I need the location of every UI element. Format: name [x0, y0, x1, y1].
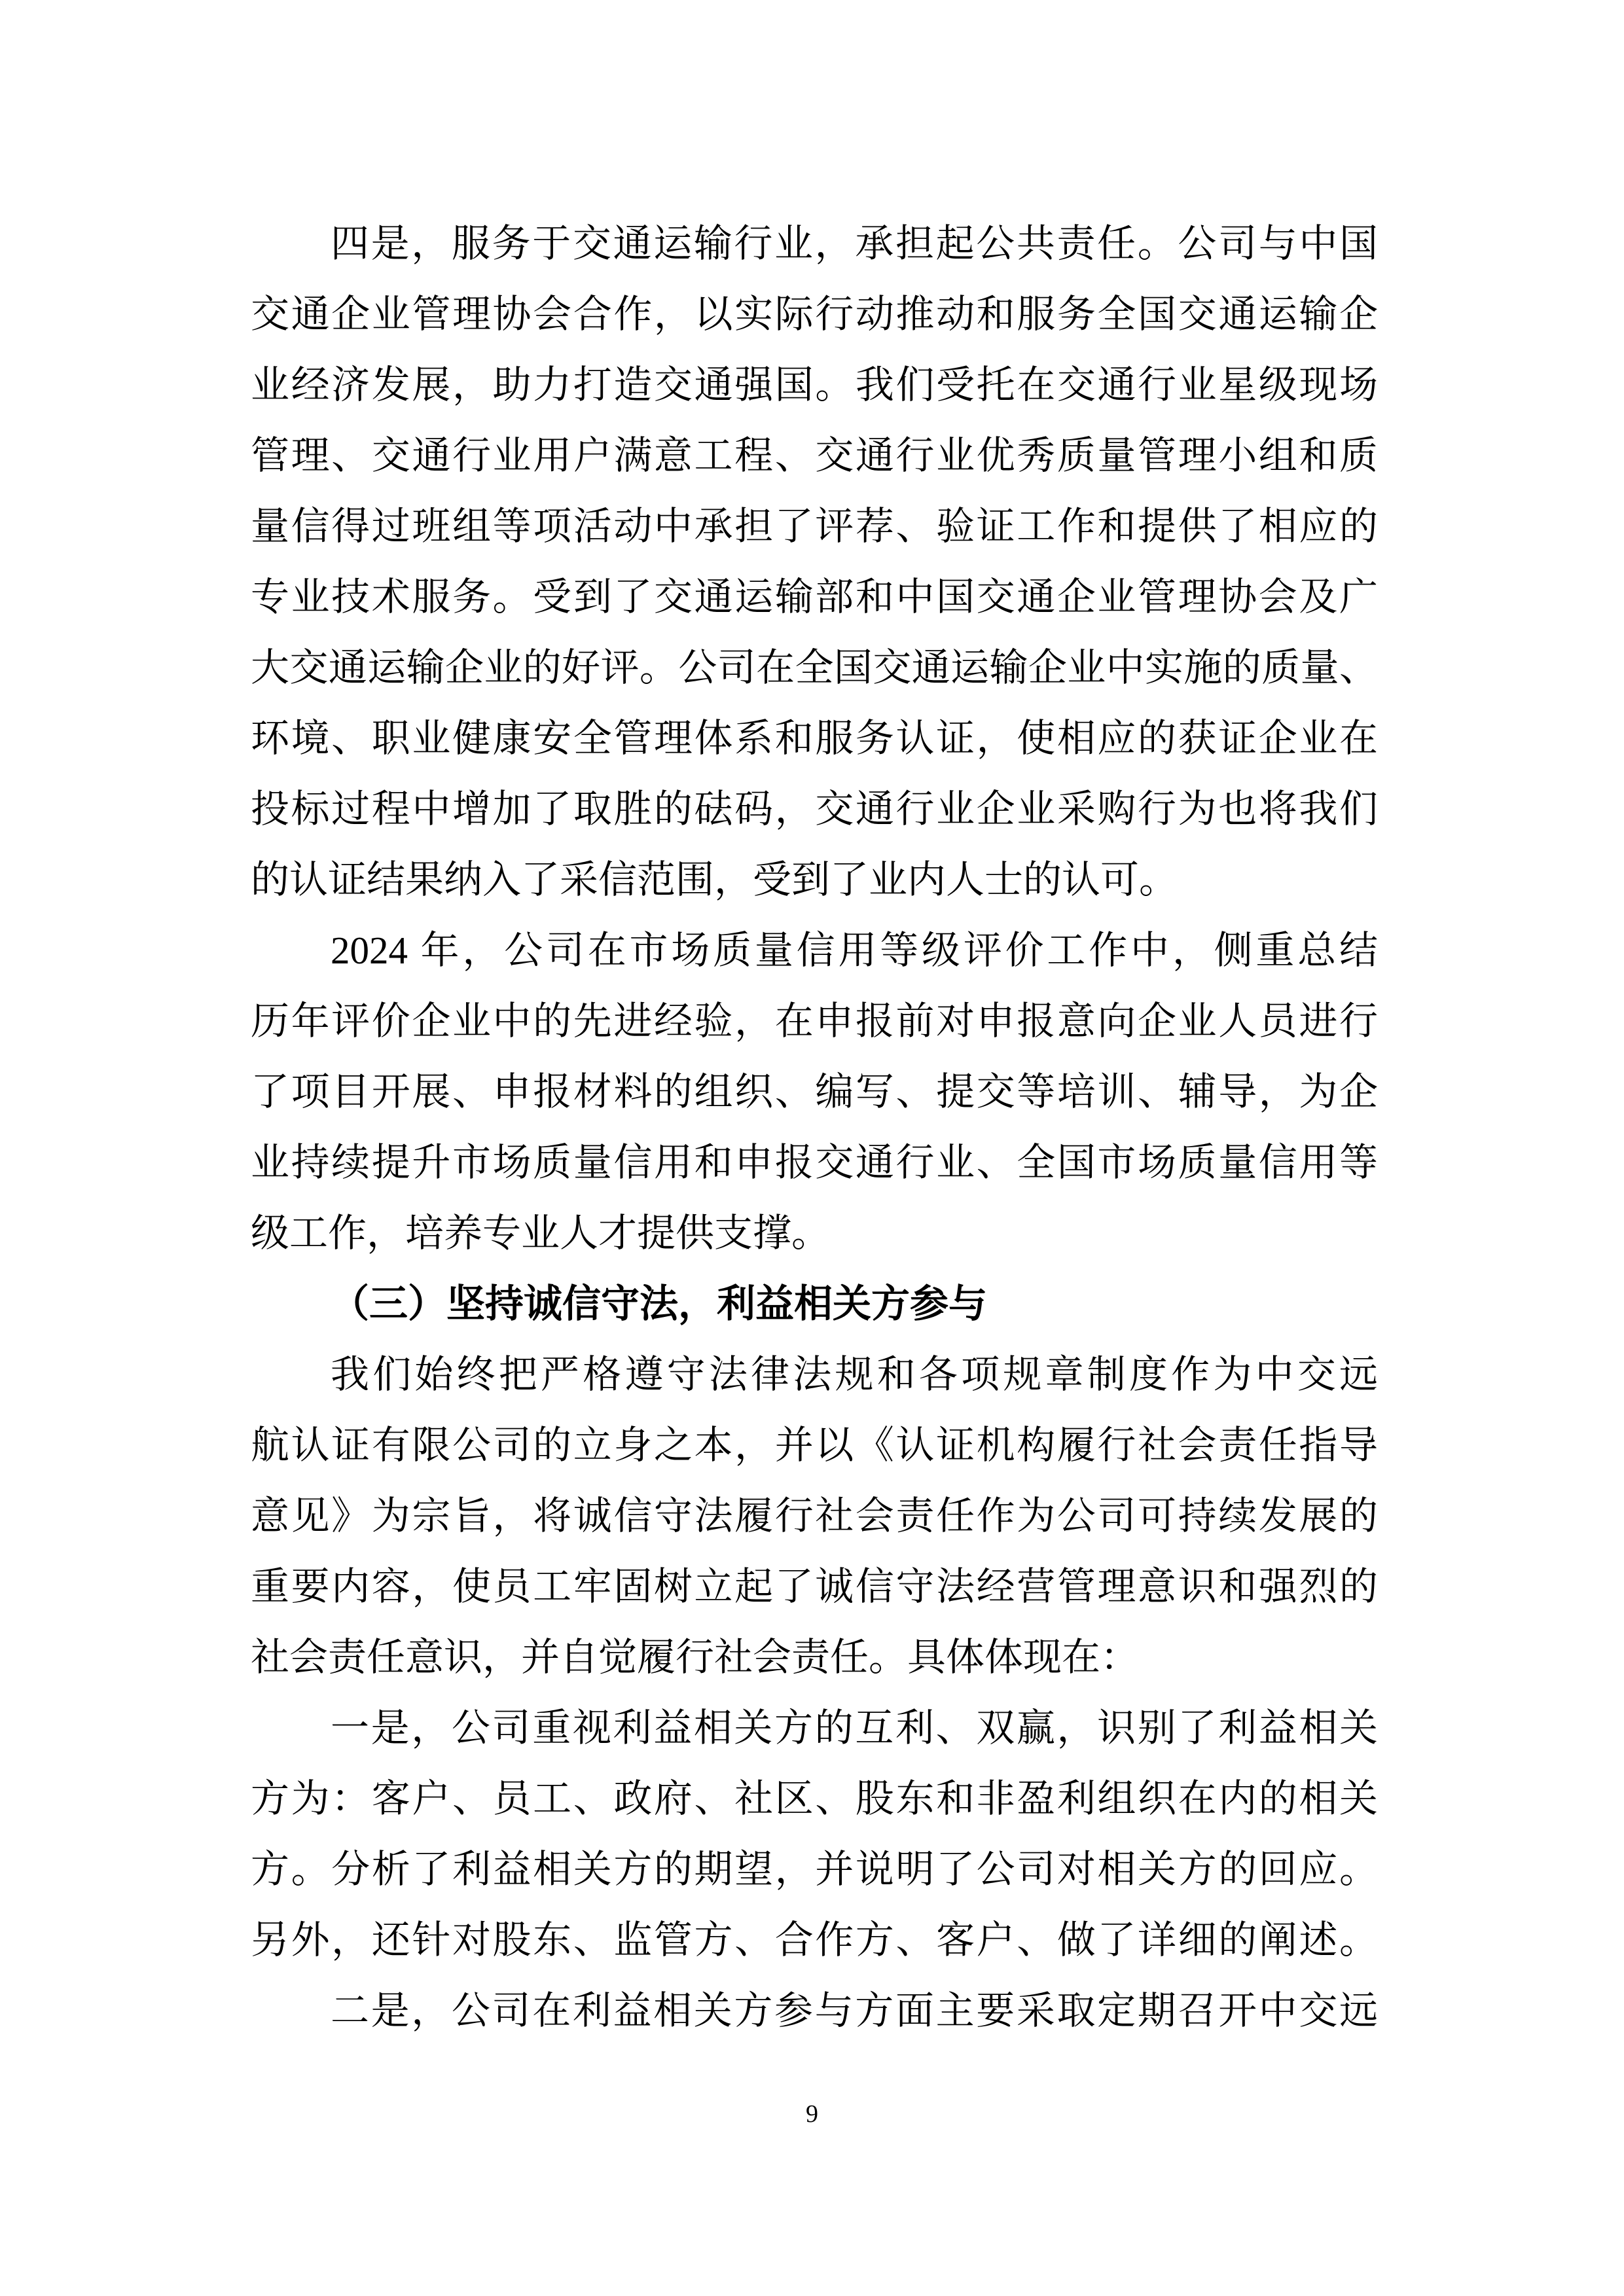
- text-line: 2024 年，公司在市场质量信用等级评价工作中，侧重总结: [331, 929, 1378, 972]
- text-line: 重要内容，使员工牢固树立起了诚信守法经营管理意识和强烈的: [251, 1565, 1378, 1608]
- section-heading: （三）坚持诚信守法，利益相关方参与: [331, 1282, 988, 1325]
- text-line: 另外，还针对股东、监管方、合作方、客户、做了详细的阐述。: [251, 1918, 1378, 1962]
- text-line: 管理、交通行业用户满意工程、交通行业优秀质量管理小组和质: [251, 434, 1378, 477]
- text-line: 了项目开展、申报材料的组织、编写、提交等培训、辅导，为企: [251, 1070, 1378, 1113]
- text-line: 方为：客户、员工、政府、社区、股东和非盈利组织在内的相关: [251, 1777, 1378, 1820]
- paragraph-integrity-law: [251, 1339, 1378, 1693]
- text-line: 的认证结果纳入了采信范围，受到了业内人士的认可。: [251, 858, 1178, 901]
- page-number: 9: [806, 2100, 818, 2128]
- text-line: 投标过程中增加了取胜的砝码，交通行业企业采购行为也将我们: [251, 787, 1378, 831]
- text-line: 业经济发展，助力打造交通强国。我们受托在交通行业星级现场: [251, 363, 1378, 406]
- text-line: 一是，公司重视利益相关方的互利、双赢，识别了利益相关: [331, 1706, 1378, 1749]
- text-line: 方。分析了利益相关方的期望，并说明了公司对相关方的回应。: [251, 1848, 1378, 1891]
- paragraph-service-transport: [251, 208, 1378, 915]
- text-line: 交通企业管理协会合作，以实际行动推动和服务全国交通运输企: [251, 293, 1378, 336]
- text-line: 我们始终把严格遵守法律法规和各项规章制度作为中交远: [331, 1353, 1378, 1396]
- text-line: 二是，公司在利益相关方参与方面主要采取定期召开中交远: [331, 1989, 1378, 2032]
- text-line: 业持续提升市场质量信用和申报交通行业、全国市场质量信用等: [251, 1141, 1378, 1184]
- text-line: 级工作，培养专业人才提供支撑。: [251, 1211, 831, 1255]
- text-line: 大交通运输企业的好评。公司在全国交通运输企业中实施的质量、: [251, 646, 1378, 689]
- text-line: 专业技术服务。受到了交通运输部和中国交通企业管理协会及广: [251, 575, 1378, 619]
- text-line: 历年评价企业中的先进经验，在申报前对申报意向企业人员进行: [251, 999, 1378, 1043]
- paragraph-stakeholder-participation: [251, 1975, 1378, 2046]
- text-line: 环境、职业健康安全管理体系和服务认证，使相应的获证企业在: [251, 717, 1378, 760]
- document-body: [251, 208, 1378, 2046]
- paragraph-2024-credit-rating: [251, 915, 1378, 1268]
- text-line: 社会责任意识，并自觉履行社会责任。具体体现在：: [251, 1636, 1140, 1679]
- text-line: 量信得过班组等项活动中承担了评荐、验证工作和提供了相应的: [251, 505, 1378, 548]
- text-line: 意见》为宗旨，将诚信守法履行社会责任作为公司可持续发展的: [251, 1494, 1378, 1537]
- paragraph-stakeholders-identify: [251, 1693, 1378, 1975]
- text-line: 四是，服务于交通运输行业，承担起公共责任。公司与中国: [331, 222, 1378, 265]
- text-line: 航认证有限公司的立身之本，并以《认证机构履行社会责任指导: [251, 1424, 1378, 1467]
